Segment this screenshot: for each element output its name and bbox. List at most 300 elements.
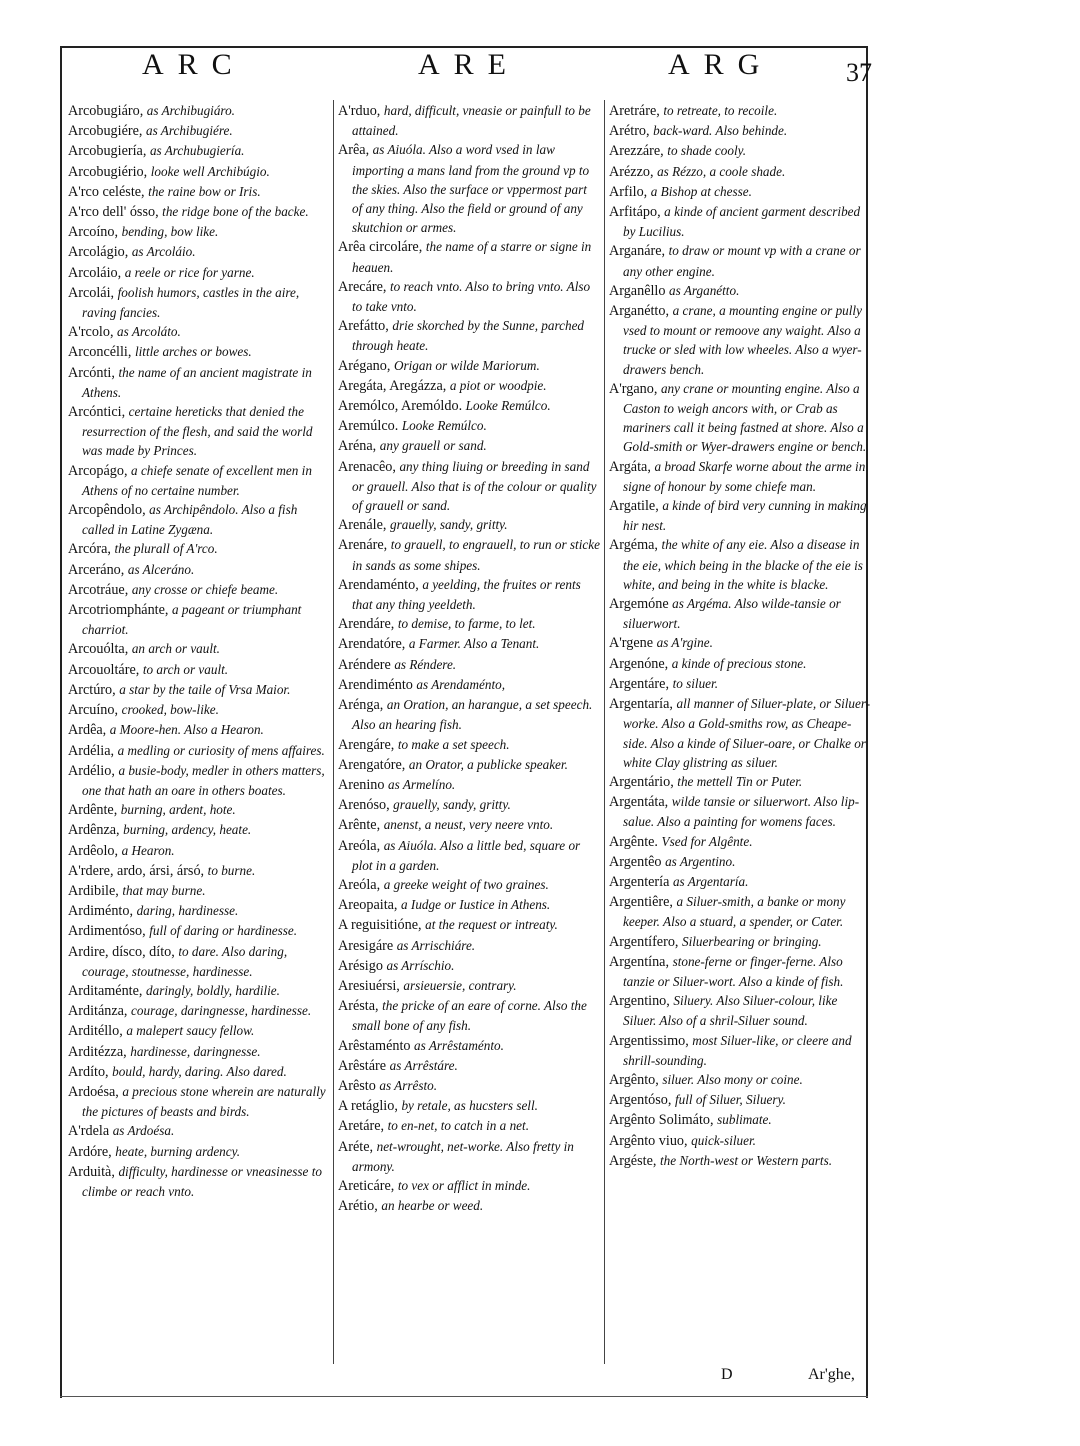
entry-headword: Ardênza, <box>68 822 124 839</box>
entry-headword: Aréna, <box>338 438 380 455</box>
entry-headword: Arcónti, <box>68 364 119 381</box>
entry-headword: Arêstáre <box>338 1057 390 1074</box>
dictionary-entry <box>338 996 600 1035</box>
dictionary-entry <box>68 1001 330 1021</box>
dictionary-entry <box>68 921 330 941</box>
entry-headword: Ardire, dísco, díto, <box>68 943 179 960</box>
dictionary-entry <box>338 775 600 795</box>
column-3 <box>609 101 871 1171</box>
entry-headword: Arenacêo, <box>338 458 400 475</box>
dictionary-entry <box>338 436 600 456</box>
entry-headword: Arecáre, <box>338 278 390 295</box>
dictionary-entry <box>609 141 871 161</box>
dictionary-entry <box>338 356 600 376</box>
entry-headword: Arenáre, <box>338 537 391 554</box>
entry-headword: A'rgano, <box>609 380 661 397</box>
entry-definition: a precious stone wherein are naturally the pictures of beasts and birds. <box>82 1083 326 1120</box>
entry-definition: as Aiuóla. Also a little bed, square or plot in a garden. <box>352 837 581 873</box>
entry-headword: Arefátto, <box>338 318 393 335</box>
entry-headword: Argentissimo, <box>609 1032 693 1049</box>
dictionary-entry <box>68 202 330 222</box>
entry-headword: Arcóra, <box>68 541 115 558</box>
entry-headword: Arenále, <box>338 517 390 534</box>
dictionary-entry <box>338 1176 600 1196</box>
entry-definition: full of daring or hardinesse. <box>149 923 298 939</box>
entry-definition: Origan or wilde Mariorum. <box>393 357 540 373</box>
dictionary-entry <box>68 141 330 161</box>
entry-headword: A'rdere, ardo, ársi, ársó, <box>68 862 208 879</box>
entry-definition: foolish humors, castles in the aire, raving fancies. <box>82 284 300 321</box>
entry-headword: Aremúlco. <box>338 418 402 435</box>
entry-definition: a Iudge or Iustice in Athens. <box>401 897 551 913</box>
dictionary-entry <box>609 852 871 872</box>
entry-definition: grauelly, sandy, gritty. <box>390 517 508 533</box>
dictionary-entry <box>609 952 871 991</box>
entry-definition: to shade cooly. <box>667 143 747 159</box>
dictionary-entry <box>68 1082 330 1121</box>
dictionary-entry <box>68 861 330 881</box>
dictionary-entry <box>609 892 871 931</box>
dictionary-entry <box>68 1142 330 1162</box>
entry-definition: a star by the taile of Vrsa Maior. <box>119 681 291 697</box>
entry-definition: an Orator, a publicke speaker. <box>408 756 568 772</box>
entry-definition: full of Siluer, Siluery. <box>674 1092 786 1108</box>
entry-definition: grauelly, sandy, gritty. <box>393 797 511 813</box>
entry-definition: as Réndere. <box>394 656 457 672</box>
dictionary-entry <box>609 772 871 792</box>
entry-definition: as Ardoésa. <box>112 1123 175 1139</box>
entry-headword: Arcoíno, <box>68 224 122 241</box>
entry-definition: anenst, a neust, very neere vnto. <box>383 817 554 833</box>
dictionary-entry <box>338 277 600 316</box>
entry-definition: as Archibugiére. <box>146 123 233 139</box>
entry-headword: Argemóne <box>609 596 673 613</box>
entry-headword: A'rco celéste, <box>68 183 149 200</box>
column-2 <box>338 101 600 1216</box>
entry-definition: a Moore-hen. Also a Hearon. <box>109 722 264 738</box>
dictionary-entry <box>68 1062 330 1082</box>
entry-headword: Arceráno, <box>68 561 128 578</box>
dictionary-entry <box>609 1090 871 1110</box>
dictionary-entry <box>609 202 871 241</box>
dictionary-entry <box>609 633 871 653</box>
entry-definition: a malepert saucy fellow. <box>126 1023 255 1039</box>
entry-definition: as Arrêsto. <box>379 1077 438 1093</box>
dictionary-entry <box>68 700 330 720</box>
entry-definition: the name of a starre or signe in heauen. <box>352 239 592 275</box>
entry-headword: Arésigo <box>338 957 387 974</box>
entry-definition: to en-net, to catch in a net. <box>387 1118 529 1134</box>
entry-definition: little arches or bowes. <box>134 344 252 360</box>
entry-headword: Argentóso, <box>609 1092 675 1109</box>
entry-headword: Arenóso, <box>338 797 394 814</box>
dictionary-entry <box>338 316 600 355</box>
entry-headword: Ardélia, <box>68 742 118 759</box>
entry-headword: Argéma, <box>609 537 662 554</box>
entry-headword: Arcotráue, <box>68 581 132 598</box>
entry-definition: a kinde of bird very cunning in making hir nest. <box>623 498 867 534</box>
entry-headword: Ardíto, <box>68 1063 113 1080</box>
entry-definition: a chiefe senate of excellent men in Athens of no certaine number. <box>82 462 312 498</box>
dictionary-entry <box>609 594 871 633</box>
entry-headword: Arcobugiería, <box>68 143 150 160</box>
dictionary-entry <box>338 416 600 436</box>
entry-headword: Arditézza, <box>68 1043 131 1060</box>
dictionary-entry <box>338 956 600 976</box>
entry-headword: Ardiménto, <box>68 903 137 920</box>
entry-definition: any thing liuing or breeding in sand or grauell. Also that is of the colour or quality of grauell or sand. <box>352 458 597 514</box>
entry-definition: as Arendaménto, <box>416 676 506 692</box>
entry-headword: Arconcélli, <box>68 344 135 361</box>
dictionary-entry <box>338 795 600 815</box>
dictionary-entry <box>338 755 600 775</box>
signature-mark: D <box>721 1366 733 1383</box>
entry-definition: a busie-body, medler in others matters, one that hath an oare in others boates. <box>82 762 325 798</box>
entry-definition: bending, bow like. <box>121 224 219 240</box>
entry-definition: arsieuersie, contrary. <box>403 977 517 993</box>
entry-headword: Arengáre, <box>338 736 398 753</box>
entry-headword: Ardoésa, <box>68 1083 123 1100</box>
entry-headword: Areticáre, <box>338 1177 398 1194</box>
entry-definition: to make a set speech. <box>397 736 510 752</box>
entry-definition: Siluerbearing or bringing. <box>682 933 822 949</box>
column-1 <box>68 101 330 1201</box>
dictionary-entry <box>609 1070 871 1090</box>
entry-definition: as Arrêstaménto. <box>414 1037 504 1053</box>
entry-headword: Aréndere <box>338 656 395 673</box>
entry-headword: Areopaita, <box>338 897 402 914</box>
dictionary-entry <box>68 639 330 659</box>
page-number: 37 <box>846 58 872 87</box>
dictionary-entry <box>68 101 330 121</box>
dictionary-entry <box>338 695 600 734</box>
entry-headword: Ardóre, <box>68 1143 116 1160</box>
entry-headword: Ardélio, <box>68 762 119 779</box>
entry-headword: Aresigáre <box>338 937 397 954</box>
entry-definition: Vsed for Algênte. <box>661 833 753 849</box>
dictionary-entry <box>609 457 871 496</box>
entry-headword: Arctúro, <box>68 681 120 698</box>
entry-headword: Arfitápo, <box>609 204 665 221</box>
dictionary-entry <box>68 741 330 761</box>
entry-headword: Arétro, <box>609 123 654 140</box>
entry-definition: sublimate. <box>717 1112 772 1128</box>
entry-definition: to reach vnto. Also to bring vnto. Also to take vnto. <box>352 278 591 315</box>
page-frame-left <box>60 46 62 1398</box>
dictionary-entry <box>338 237 600 276</box>
entry-headword: Argenóne, <box>609 655 672 672</box>
dictionary-entry <box>68 182 330 202</box>
dictionary-entry <box>338 1096 600 1116</box>
dictionary-entry <box>338 140 600 237</box>
entry-definition: any crane or mounting engine. Also a Caston to weigh ancors with, or Crab as mariners call it being fastned at shore. Also a Gold-smith or Wyer-drawers engine or bench. <box>623 380 867 455</box>
entry-headword: A retáglio, <box>338 1098 402 1115</box>
dictionary-entry <box>338 634 600 654</box>
entry-headword: Argáta, <box>609 458 655 475</box>
entry-headword: Ardimentóso, <box>68 923 150 940</box>
dictionary-entry <box>68 1121 330 1141</box>
entry-headword: Arganêllo <box>609 282 670 299</box>
entry-headword: Arcolágio, <box>68 244 132 261</box>
entry-definition: a Farmer. Also a Tenant. <box>408 636 540 652</box>
entry-definition: the pricke of an eare of corne. Also the small bone of any fish. <box>352 998 587 1034</box>
entry-headword: Aremólco, Aremóldo. <box>338 398 466 415</box>
entry-headword: Argênte. <box>609 833 662 850</box>
entry-definition: the raine bow or Iris. <box>148 183 261 199</box>
dictionary-entry <box>68 283 330 322</box>
dictionary-entry <box>338 1076 600 1096</box>
entry-definition: a yeelding, the fruites or rents that any thing yeeldeth. <box>352 576 581 613</box>
dictionary-entry <box>338 655 600 675</box>
dictionary-entry <box>609 872 871 892</box>
entry-headword: Aréte, <box>338 1138 377 1155</box>
entry-headword: Arcóntici, <box>68 404 129 421</box>
dictionary-entry <box>338 535 600 574</box>
entry-headword: A'rdela <box>68 1123 113 1140</box>
entry-definition: at the request or intreaty. <box>425 917 558 933</box>
entry-headword: Argentino, <box>609 993 674 1010</box>
entry-definition: any grauell or sand. <box>379 438 487 454</box>
entry-definition: most Siluer-like, or cleere and shrill-sounding. <box>623 1032 852 1068</box>
entry-headword: Argéste, <box>609 1152 660 1169</box>
entry-headword: Argênto viuo, <box>609 1132 692 1149</box>
entry-headword: Arénga, <box>338 697 387 714</box>
dictionary-entry <box>68 800 330 820</box>
dictionary-entry <box>68 242 330 262</box>
entry-headword: Arégano, <box>338 357 394 374</box>
entry-definition: as Alceráno. <box>127 561 195 577</box>
entry-headword: Argentário, <box>609 773 678 790</box>
entry-headword: Ardênte, <box>68 802 121 819</box>
dictionary-entry <box>68 841 330 861</box>
entry-definition: to siluer. <box>672 675 718 691</box>
entry-headword: Ardêolo, <box>68 842 122 859</box>
entry-headword: A'rcolo, <box>68 324 118 341</box>
dictionary-entry <box>609 932 871 952</box>
dictionary-entry <box>609 301 871 379</box>
entry-definition: the plurall of A'rco. <box>114 541 218 557</box>
entry-headword: Arcouólta, <box>68 641 132 658</box>
entry-headword: Arganétto, <box>609 303 673 320</box>
dictionary-entry <box>338 1036 600 1056</box>
dictionary-entry <box>68 402 330 461</box>
entry-definition: to draw or mount vp with a crane or any other engine. <box>623 243 861 279</box>
entry-definition: to dare. Also daring, courage, stoutnesse, hardinesse. <box>82 943 288 979</box>
entry-headword: Areóla, <box>338 876 384 893</box>
entry-definition: a Bishop at chesse. <box>650 183 752 199</box>
entry-definition: as Arrêstáre. <box>389 1057 458 1073</box>
entry-definition: as Archipêndolo. Also a fish called in Latine Zygæna. <box>82 502 298 538</box>
dictionary-entry <box>68 1042 330 1062</box>
dictionary-entry <box>338 1137 600 1176</box>
entry-definition: burning, ardent, hote. <box>120 802 236 818</box>
dictionary-entry <box>68 539 330 559</box>
dictionary-entry <box>338 1116 600 1136</box>
entry-definition: net-wrought, net-worke. Also fretty in armony. <box>352 1138 574 1174</box>
entry-definition: as Archubugiería. <box>149 143 245 159</box>
entry-headword: Arcolái, <box>68 284 118 301</box>
entry-definition: Looke Remúlco. <box>465 398 551 414</box>
dictionary-entry <box>338 675 600 695</box>
entry-headword: Arcotriomphánte, <box>68 602 173 619</box>
dictionary-entry <box>609 694 871 772</box>
dictionary-entry <box>68 121 330 141</box>
entry-headword: Argentáre, <box>609 675 673 692</box>
dictionary-entry <box>609 182 871 202</box>
dictionary-entry <box>68 942 330 981</box>
entry-definition: as Arcoláto. <box>117 324 181 340</box>
entry-definition: as Archibugiáro. <box>146 103 235 118</box>
entry-definition: daringly, boldly, hardilie. <box>146 982 280 998</box>
dictionary-entry <box>338 976 600 996</box>
entry-headword: Arditéllo, <box>68 1023 127 1040</box>
entry-definition: a Hearon. <box>121 842 175 858</box>
entry-definition: a medling or curiosity of mens affaires. <box>117 742 325 758</box>
entry-definition: as Arríschio. <box>386 957 455 973</box>
entry-definition: to retreate, to recoile. <box>663 103 778 118</box>
entry-headword: Argatile, <box>609 498 663 515</box>
dictionary-entry <box>609 496 871 535</box>
dictionary-entry <box>609 101 871 121</box>
dictionary-entry <box>68 981 330 1001</box>
entry-definition: a greeke weight of two graines. <box>383 876 549 892</box>
dictionary-entry <box>338 915 600 935</box>
dictionary-entry <box>68 901 330 921</box>
entry-definition: quick-siluer. <box>691 1132 756 1148</box>
entry-definition: the ridge bone of the backe. <box>162 204 309 220</box>
dictionary-entry <box>338 101 600 140</box>
entry-headword: Aresiuérsi, <box>338 977 404 994</box>
entry-headword: Arêsto <box>338 1077 380 1094</box>
entry-headword: Arêa circoláre, <box>338 239 426 256</box>
entry-definition: a crane, a mounting engine or pully vsed to mount or remoove any waight. Also a trucke or sled with low wheeles. Also a wyer-drawers bench. <box>623 303 862 377</box>
entry-definition: a kinde of precious stone. <box>671 655 807 671</box>
entry-headword: A'rduo, <box>338 103 384 119</box>
dictionary-entry <box>68 322 330 342</box>
column-rule-1 <box>333 100 334 1364</box>
entry-headword: Arétio, <box>338 1198 382 1215</box>
entry-definition: as Argéma. Also wilde-tansie or siluerwort. <box>623 596 841 632</box>
entry-definition: the North-west or Western parts. <box>659 1152 833 1168</box>
entry-definition: by retale, as hucsters sell. <box>401 1098 538 1114</box>
entry-headword: Arcuíno, <box>68 702 122 719</box>
column-rule-2 <box>604 100 605 1364</box>
entry-definition: as Arcoláio. <box>131 244 196 260</box>
dictionary-entry <box>338 1056 600 1076</box>
dictionary-entry <box>609 379 871 457</box>
dictionary-entry <box>338 936 600 956</box>
entry-headword: Arcobugiáro, <box>68 103 147 119</box>
entry-headword: Arfilo, <box>609 183 651 200</box>
dictionary-entry <box>338 875 600 895</box>
entry-definition: all manner of Siluer-plate, or Siluer-worke. Also a Gold-smiths row, as Cheape-side. Also a kinde of Siluer-oare, or Chalke or white Clay glistring as siluer. <box>623 696 871 770</box>
entry-headword: Arezzáre, <box>609 143 668 160</box>
entry-definition: as Armelíno. <box>388 776 456 792</box>
dictionary-entry <box>68 761 330 800</box>
dictionary-entry <box>68 660 330 680</box>
dictionary-entry <box>68 881 330 901</box>
entry-definition: stone-ferne or finger-ferne. Also tanzie or Siluer-wort. Also a kinde of fish. <box>623 953 844 989</box>
entry-headword: Arcopágo, <box>68 462 132 479</box>
dictionary-entry <box>338 396 600 416</box>
entry-headword: Arendáre, <box>338 616 398 633</box>
entry-definition: Siluery. Also Siluer-colour, like Siluer. Also of a shril-Siluer sound. <box>623 993 838 1029</box>
entry-headword: Argentêo <box>609 853 666 870</box>
entry-headword: A reguisitióne, <box>338 917 426 934</box>
entry-definition: courage, daringnesse, hardinesse. <box>131 1003 312 1019</box>
entry-definition: a kinde of ancient garment described by Lucilius. <box>623 204 861 240</box>
entry-definition: difficulty, hardinesse or vneasinesse to climbe or reach vnto. <box>82 1163 322 1199</box>
entry-headword: Argentería <box>609 873 673 890</box>
dictionary-entry <box>609 535 871 594</box>
dictionary-entry <box>609 991 871 1030</box>
entry-headword: Ardêa, <box>68 722 110 739</box>
dictionary-entry <box>338 895 600 915</box>
entry-headword: Arendiménto <box>338 676 417 693</box>
entry-definition: a broad Skarfe worne about the arme in signe of honour by some chiefe man. <box>623 458 866 494</box>
entry-definition: daring, hardinesse. <box>136 903 239 919</box>
entry-definition: as Arganétto. <box>669 282 740 298</box>
entry-headword: Arduità, <box>68 1163 119 1180</box>
entry-headword: Argentína, <box>609 953 673 970</box>
dictionary-entry <box>338 575 600 614</box>
entry-headword: Argentáta, <box>609 794 672 811</box>
dictionary-entry <box>609 162 871 182</box>
dictionary-entry <box>68 600 330 639</box>
entry-headword: Arésta, <box>338 998 383 1015</box>
entry-headword: Arcobugiére, <box>68 123 146 140</box>
entry-headword: Arenino <box>338 776 389 793</box>
entry-definition: an Oration, an harangue, a set speech. Also an hearing fish. <box>352 697 593 733</box>
entry-headword: Arézzo, <box>609 163 658 180</box>
dictionary-entry <box>68 461 330 500</box>
dictionary-entry <box>68 680 330 700</box>
entry-headword: A'rco dell' ósso, <box>68 204 163 221</box>
entry-definition: an arch or vault. <box>131 641 220 657</box>
entry-headword: Arêstaménto <box>338 1037 415 1054</box>
entry-definition: a Siluer-smith, a banke or mony keeper. Also a stuard, a spender, or Cater. <box>623 894 846 930</box>
dictionary-entry <box>338 1196 600 1216</box>
entry-definition: bould, hardy, daring. Also dared. <box>112 1063 287 1079</box>
entry-definition: as A'rgine. <box>656 635 713 651</box>
entry-definition: a piot or woodpie. <box>449 377 547 393</box>
entry-definition: to grauell, to engrauell, to run or sticke in sands as some shipes. <box>352 537 600 573</box>
entry-headword: Argênto, <box>609 1071 663 1088</box>
entry-definition: as Arrischiáre. <box>396 937 476 953</box>
entry-definition: as Argentino. <box>665 853 736 869</box>
dictionary-entry <box>68 580 330 600</box>
entry-headword: Arditaménte, <box>68 982 147 999</box>
entry-headword: Arendaménto, <box>338 576 423 593</box>
entry-definition: as Aiuóla. Also a word vsed in law importing a mans land from the ground vp to the skies. Also the surface or vppermost part of any thing. Also the field or ground of any skutchion or armes. <box>352 142 590 236</box>
dictionary-entry <box>68 263 330 283</box>
entry-headword: Arditánza, <box>68 1003 132 1020</box>
dictionary-entry <box>68 162 330 182</box>
dictionary-entry <box>609 1110 871 1130</box>
entry-headword: Arêa, <box>338 142 373 159</box>
entry-definition: crooked, bow-like. <box>121 702 219 718</box>
entry-definition: Looke Remúlco. <box>401 418 487 434</box>
entry-headword: Argênto Solimáto, <box>609 1112 718 1129</box>
entry-definition: burning, ardency, heate. <box>123 822 252 838</box>
dictionary-entry <box>68 500 330 539</box>
entry-headword: Aretráre, <box>609 103 664 119</box>
entry-definition: that may burne. <box>122 882 206 898</box>
entry-definition: siluer. Also mony or coine. <box>662 1071 803 1087</box>
entry-definition: the white of any eie. Also a disease in the eie, which being in the blacke of the eie is white, and being in the white is blacke. <box>623 537 863 592</box>
dictionary-entry <box>68 342 330 362</box>
dictionary-entry <box>338 376 600 396</box>
